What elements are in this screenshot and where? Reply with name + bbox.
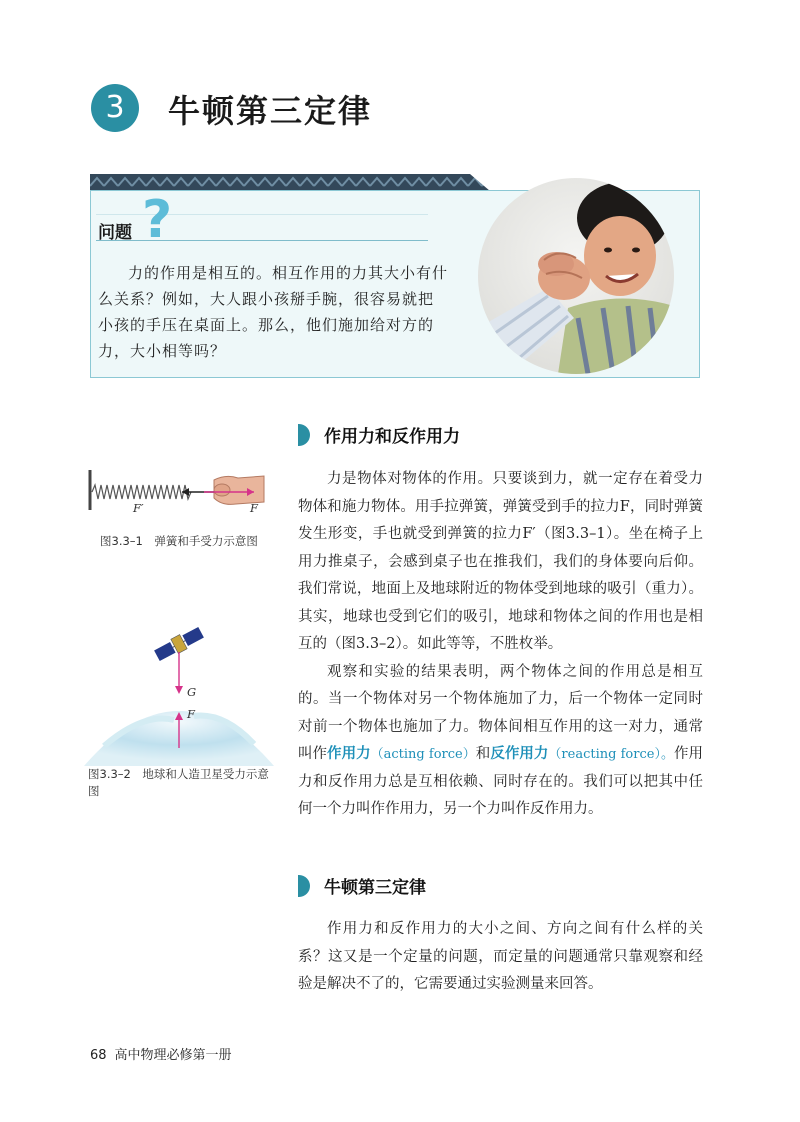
english-term: （acting force） [370,747,476,762]
keyword-reacting-force: 反作用力 [490,746,549,762]
heading-text: 牛顿第三定律 [324,878,426,898]
earth-satellite-figure [84,616,274,766]
force-label-g: G [187,685,197,699]
english-term: （reacting force）。 [548,747,674,762]
paragraph: 作用力和反作用力的大小之间、方向之间有什么样的关系？这又是一个定量的问题，而定量的问题通常只靠观察和经验是解决不了的，它需要通过实验测量来回答。 [298,921,703,992]
text-run: 作用力和反作用力总是互相依赖、同时存在的。我们可以把其中任何一个力叫作作用力，另一个力叫作反作用力。 [298,746,704,817]
section1-body [298,466,703,824]
heading-marker [298,875,310,897]
question-text: 力的作用是相互的。相互作用的力其大小有什么关系？例如，大人跟小孩掰手腕，很容易就把小孩的手压在桌面上。那么，他们施加给对方的力，大小相等吗？ [98,264,449,360]
force-label-f-prime: F′ [133,501,144,515]
question-label: 问题 [98,223,132,243]
section-heading-third-law [298,873,426,898]
book-title: 高中物理必修第一册 [114,1048,232,1063]
paragraph [298,659,703,824]
force-label-f: F [187,707,195,721]
page-title: 牛顿第三定律 [168,92,373,130]
figure-caption: 图3.3–1 弹簧和手受力示意图 [100,534,258,548]
paragraph: 力是物体对物体的作用。只要谈到力，就一定存在着受力物体和施力物体。用手拉弹簧，弹簧受到手的拉力F，同时弹簧发生形变，手也就受到弹簧的拉力F′（图3.3–1）。坐在椅子上用力推桌子，会感到桌子也在推我们，我们的身体要向后仰。我们常说，地面上及地球附近的物体受到地球的吸引（重力）。其实，地球也受到它们的吸引，地球和物体之间的作用也是相互的（图3.3–2）。如此等等，不胜枚举。 [298,471,703,652]
page-number: 68 [90,1048,107,1063]
text-run: 观察和实验的结果表明，两个物体之间的作用总是相互的。当一个物体对另一个物体施加了力，后一个物体一定同时对前一个物体也施加了力。物体间相互作用的这一对力，通常叫作 [298,663,703,762]
force-label-f: F [250,501,258,515]
heading-marker [298,424,310,446]
section-number-badge: 3 [91,84,139,132]
heading-text: 作用力和反作用力 [324,427,460,447]
question-mark-icon: ? [142,190,173,250]
keyword-acting-force: 作用力 [327,746,371,762]
spring-hand-figure [86,466,272,518]
decorative-band [90,174,490,191]
arm-wrestling-photo [478,178,674,374]
section-heading-action-reaction [298,422,460,447]
figure-caption: 图3.3–2 地球和人造卫星受力示意图 [88,767,269,798]
section2-body [298,916,703,999]
page-footer [90,1044,232,1063]
text-run: 和 [475,746,491,762]
